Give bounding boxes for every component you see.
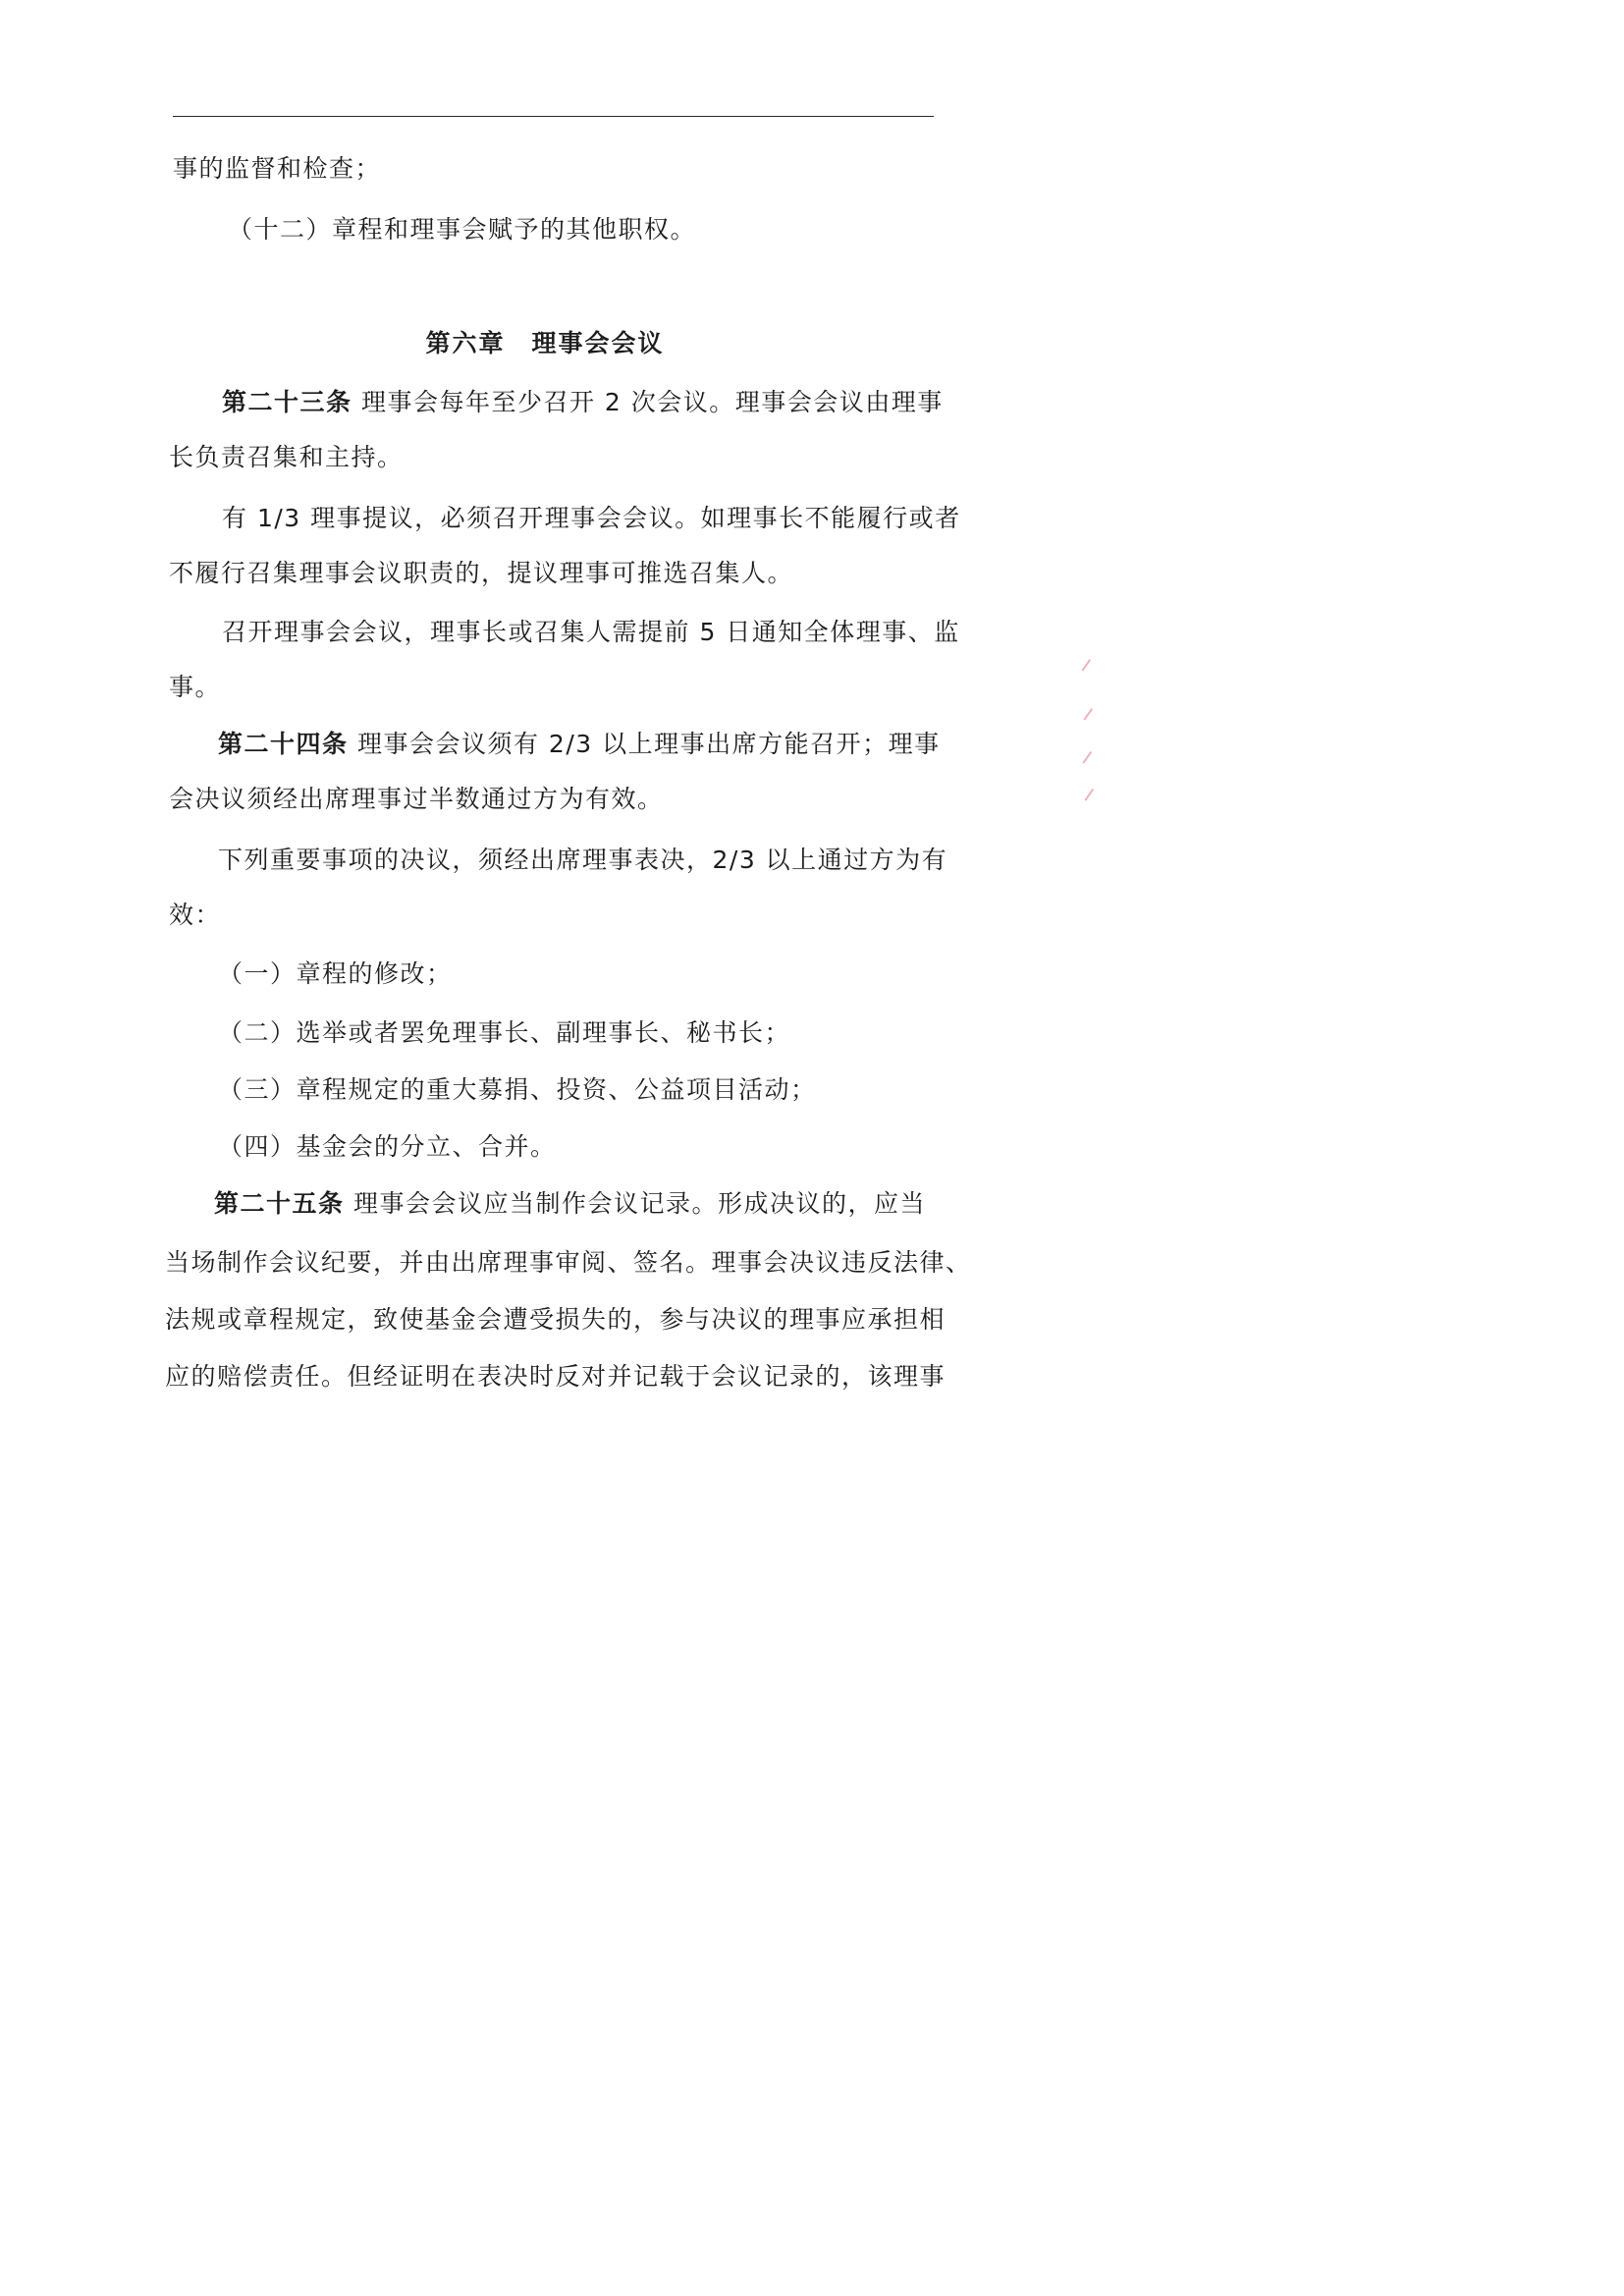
article-23-line	[222, 385, 944, 420]
article-text: 理事会每年至少召开 2 次会议。理事会会议由理事	[352, 388, 944, 416]
text-line: 法规或章程规定，致使基金会遭受损失的，参与决议的理事应承担相	[165, 1305, 947, 1334]
text-line: 事的监督和检查；	[173, 154, 382, 183]
text-line: 应的赔偿责任。但经证明在表决时反对并记载于会议记录的，该理事	[165, 1362, 947, 1391]
article-label: 第二十三条	[222, 388, 352, 416]
text-line: 有 1/3 理事提议，必须召开理事会会议。如理事长不能履行或者	[222, 504, 961, 532]
text-line: 不履行召集理事会议职责的，提议理事可推选召集人。	[169, 559, 794, 587]
seal-mark	[1078, 784, 1094, 800]
seal-mark	[1076, 746, 1092, 763]
article-label: 第二十五条	[214, 1189, 345, 1218]
article-text: 理事会会议应当制作会议记录。形成决议的，应当	[344, 1189, 926, 1218]
article-25-line	[214, 1186, 926, 1222]
list-item: （三）章程规定的重大募捐、投资、公益项目活动；	[218, 1075, 817, 1104]
article-24-line	[218, 727, 941, 762]
seal-mark	[1077, 703, 1093, 720]
seal-mark	[1075, 654, 1091, 671]
text-line: 效：	[169, 901, 222, 929]
list-item: （四）基金会的分立、合并。	[218, 1132, 557, 1161]
list-item: （二）选举或者罢免理事长、副理事长、秘书长；	[218, 1018, 791, 1047]
article-label: 第二十四条	[218, 730, 349, 758]
text-line: 事。	[169, 673, 222, 701]
text-line: 下列重要事项的决议，须经出席理事表决，2/3 以上通过方为有	[218, 846, 948, 874]
text-line: 召开理事会会议，理事长或召集人需提前 5 日通知全体理事、监	[222, 618, 960, 646]
article-text: 理事会会议须有 2/3 以上理事出席方能召开；理事	[348, 730, 941, 758]
text-line: 当场制作会议纪要，并由出席理事审阅、签名。理事会决议违反法律、	[165, 1248, 972, 1277]
header-rule	[173, 116, 934, 117]
text-line: 会决议须经出席理事过半数通过方为有效。	[169, 785, 664, 813]
chapter-heading: 第六章 理事会会议	[425, 329, 665, 357]
text-line: （十二）章程和理事会赋予的其他职权。	[228, 215, 697, 244]
list-item: （一）章程的修改；	[218, 959, 453, 988]
text-line: 长负责召集和主持。	[169, 443, 404, 471]
